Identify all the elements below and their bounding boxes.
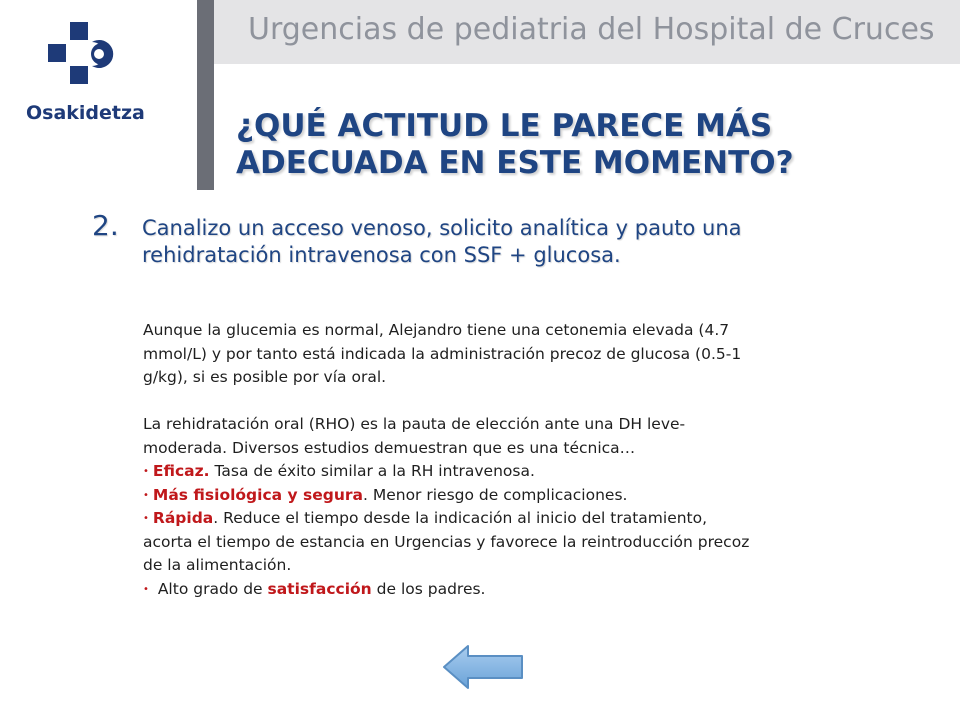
header-title: Urgencias de pediatria del Hospital de Cruces — [248, 12, 935, 47]
bullet-icon: • — [143, 489, 149, 501]
option-line-2: rehidratación intravenosa con SSF + glucosa. — [142, 243, 621, 267]
bullet-1-text: Tasa de éxito similar a la RH intravenosa. — [209, 462, 535, 480]
explanation-paragraph-1 — [143, 319, 883, 390]
bullet-3-line-3: de la alimentación. — [143, 556, 292, 574]
bullet-4-bold: satisfacción — [267, 579, 372, 598]
bullet-icon: • — [143, 513, 149, 524]
option-number: 2. — [92, 209, 119, 242]
answer-option — [92, 209, 872, 269]
bullet-3-text: . Reduce el tiempo desde la indicación al inicio del tratamiento, — [213, 509, 708, 527]
bullet-2-text: . Menor riesgo de complicaciones. — [362, 485, 628, 504]
bullet-item-4 — [143, 578, 883, 602]
option-line-1: Canalizo un acceso venoso, solicito analítica y pauto una — [142, 216, 742, 240]
paragraph2-line-1: La rehidratación oral (RHO) es la pauta de elección ante una DH leve- — [143, 415, 686, 433]
bullet-icon: • — [143, 583, 149, 595]
paragraph1-line-3: g/kg), si es posible por vía oral. — [143, 368, 387, 386]
bullet-4-text: de los padres. — [371, 579, 486, 598]
bullet-icon: • — [143, 466, 149, 477]
arrow-left-icon[interactable] — [440, 642, 526, 692]
question-heading — [236, 108, 936, 182]
paragraph1-line-1: Aunque la glucemia es normal, Alejandro tiene una cetonemia elevada (4.7 — [143, 321, 730, 339]
osakidetza-logo-icon — [48, 22, 114, 88]
paragraph1-line-2: mmol/L) y por tanto está indicada la administración precoz de glucosa (0.5-1 — [143, 344, 742, 363]
question-line-1: ¿QUÉ ACTITUD LE PARECE MÁS — [236, 108, 773, 144]
bullet-3-bold: Rápida — [152, 509, 214, 527]
bullet-4-pre: Alto grado de — [152, 579, 268, 598]
bullet-item-2 — [143, 484, 883, 508]
logo-text: Osakidetza — [26, 102, 145, 124]
bullet-2-bold: Más fisiológica y segura — [152, 485, 363, 504]
paragraph2-line-2: moderada. Diversos estudios demuestran que es una técnica… — [143, 438, 636, 457]
bullet-item-1 — [143, 460, 883, 484]
bullet-item-3 — [143, 507, 883, 531]
bullet-3-line-2: acorta el tiempo de estancia en Urgencias y favorece la reintroducción precoz — [143, 532, 750, 551]
explanation-paragraph-2 — [143, 413, 883, 601]
vertical-divider — [197, 0, 214, 190]
bullet-1-bold: Eficaz. — [152, 462, 210, 480]
question-line-2: ADECUADA EN ESTE MOMENTO? — [236, 145, 794, 181]
